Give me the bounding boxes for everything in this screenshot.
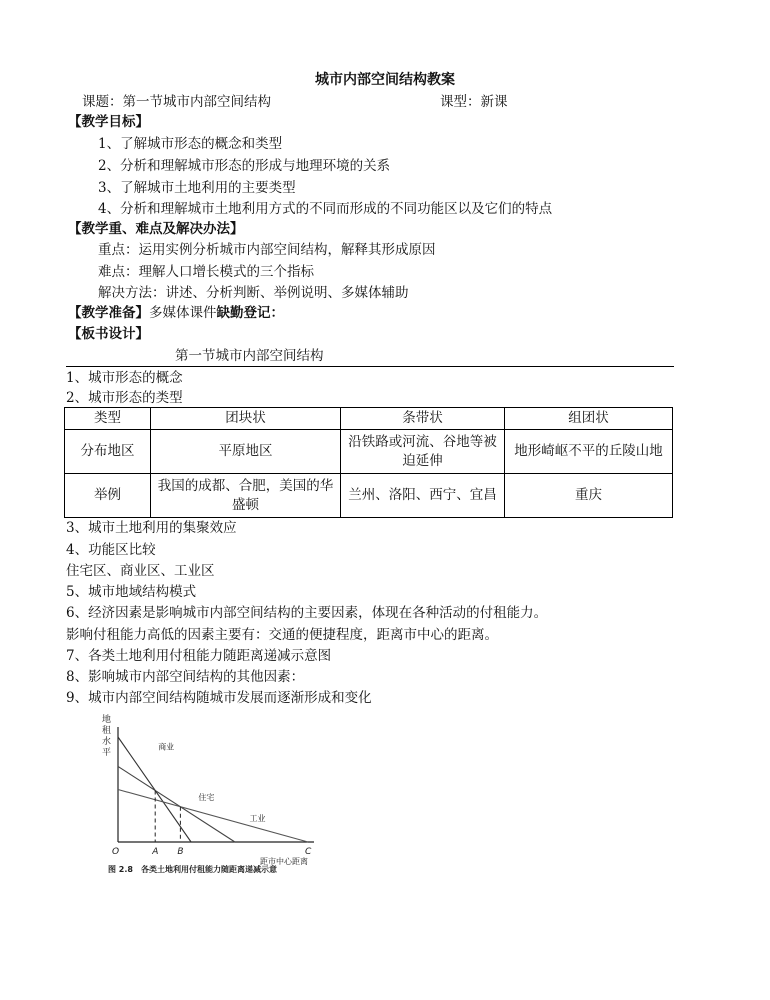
prep-line	[68, 303, 284, 323]
table-row	[65, 430, 673, 474]
board-line: 9、城市内部空间结构随城市发展而逐渐形成和变化	[66, 690, 372, 706]
table-row	[65, 474, 673, 518]
table-header-cell: 团块状	[151, 408, 341, 430]
bid-rent-chart	[100, 712, 360, 882]
goal-item: 3、了解城市土地利用的主要类型	[98, 180, 296, 196]
absent-label: 缺勤登记：	[216, 305, 284, 321]
board-line: 8、影响城市内部空间结构的其他因素：	[66, 669, 305, 685]
x-tick-label: A	[152, 847, 159, 857]
table-header-cell: 组团状	[505, 408, 673, 430]
table-cell: 重庆	[505, 474, 673, 518]
board-line: 5、城市地域结构模式	[66, 584, 197, 600]
goal-item: 2、分析和理解城市形态的形成与地理环境的关系	[98, 158, 391, 174]
table-header-cell: 条带状	[341, 408, 505, 430]
key-points-heading: 【教学重、难点及解决办法】	[68, 221, 244, 237]
city-form-table	[64, 407, 673, 518]
lesson-type: 课型：新课	[440, 94, 508, 110]
goal-item: 1、了解城市形态的概念和类型	[98, 136, 283, 152]
prep-text: 多媒体课件	[149, 305, 217, 321]
table-cell: 我国的成都、合肥，美国的华盛顿	[151, 474, 341, 518]
table-cell: 沿铁路或河流、谷地等被迫延伸	[341, 430, 505, 474]
board-line: 7、各类土地利用付租能力随距离递减示意图	[66, 648, 332, 664]
table-cell: 平原地区	[151, 430, 341, 474]
x-tick-label: B	[177, 847, 184, 857]
divider	[66, 366, 674, 367]
board-line: 住宅区、商业区、工业区	[66, 563, 215, 579]
y-axis-label: 地	[102, 715, 112, 725]
lesson-topic: 课题：第一节城市内部空间结构	[82, 94, 271, 110]
table-cell: 兰州、洛阳、西宁、宜昌	[341, 474, 505, 518]
goal-item: 4、分析和理解城市土地利用方式的不同而形成的不同功能区以及它们的特点	[98, 201, 553, 217]
series-label: 商业	[158, 742, 175, 752]
difficulty-text: 难点：理解人口增长模式的三个指标	[98, 264, 314, 280]
x-tick-label: C	[305, 847, 312, 857]
board-line: 影响付租能力高低的因素主要有：交通的便捷程度，距离市中心的距离。	[66, 627, 498, 643]
board-title: 第一节城市内部空间结构	[175, 348, 324, 364]
y-axis-label: 租	[102, 726, 112, 736]
board-line: 6、经济因素是影响城市内部空间结构的主要因素，体现在各种活动的付租能力。	[66, 605, 548, 621]
chart-caption: 图 2.8 各类土地利用付租能力随距离递减示意	[108, 865, 277, 874]
table-cell: 分布地区	[65, 430, 151, 474]
board-line: 2、城市形态的类型	[66, 390, 183, 406]
y-axis-label: 平	[102, 748, 112, 758]
y-axis-label: 水	[102, 737, 112, 747]
board-line: 1、城市形态的概念	[66, 370, 183, 386]
board-line: 4、功能区比较	[66, 542, 156, 558]
series-label: 住宅	[198, 793, 215, 802]
series-line-2	[118, 766, 235, 842]
board-heading: 【板书设计】	[68, 326, 149, 342]
board-line: 3、城市土地利用的集聚效应	[66, 520, 237, 536]
focus-text: 重点：运用实例分析城市内部空间结构，解释其形成原因	[98, 242, 436, 258]
method-text: 解决方法：讲述、分析判断、举例说明、多媒体辅助	[98, 285, 409, 301]
x-axis-label: 距市中心距离	[260, 857, 308, 866]
table-cell: 举例	[65, 474, 151, 518]
series-label: 工业	[249, 814, 266, 823]
document-title: 城市内部空间结构教案	[315, 72, 455, 88]
table-cell: 地形崎岖不平的丘陵山地	[505, 430, 673, 474]
goals-heading: 【教学目标】	[68, 114, 149, 130]
table-header-row	[65, 408, 673, 430]
x-tick-label: O	[112, 847, 120, 857]
table-header-cell: 类型	[65, 408, 151, 430]
prep-heading: 【教学准备】	[68, 305, 149, 321]
